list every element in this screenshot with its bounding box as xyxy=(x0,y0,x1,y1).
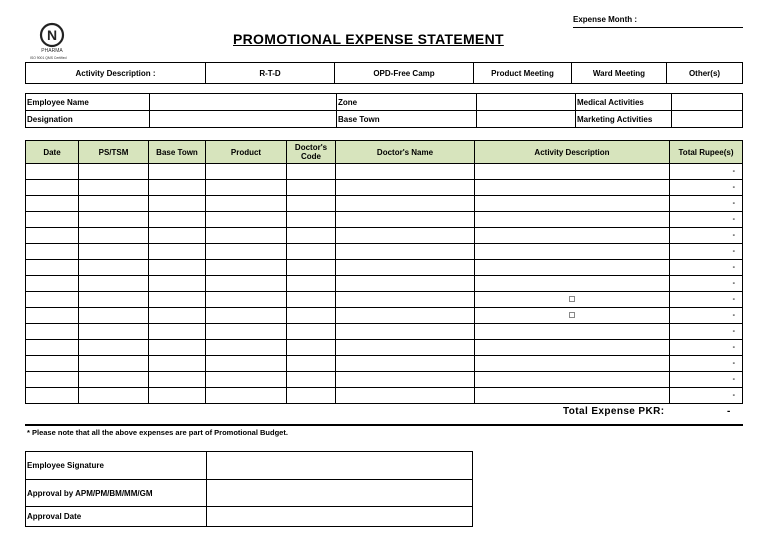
table-cell[interactable] xyxy=(149,356,206,372)
table-cell[interactable] xyxy=(287,388,336,404)
marketing-activities-label: Marketing Activities xyxy=(576,111,672,128)
table-cell[interactable] xyxy=(336,308,475,324)
activity-description-cell[interactable] xyxy=(475,164,670,180)
table-cell[interactable] xyxy=(287,244,336,260)
employee-name-field[interactable] xyxy=(150,94,337,111)
table-cell[interactable] xyxy=(336,180,475,196)
table-cell[interactable] xyxy=(336,356,475,372)
table-cell[interactable] xyxy=(79,388,149,404)
row-amount: - xyxy=(670,212,743,228)
expense-table-header xyxy=(26,141,743,164)
table-cell[interactable] xyxy=(149,228,206,244)
table-cell[interactable] xyxy=(26,164,79,180)
table-cell[interactable] xyxy=(79,260,149,276)
table-cell[interactable] xyxy=(206,324,287,340)
activity-option-product-meeting[interactable]: Product Meeting xyxy=(474,63,572,84)
table-cell[interactable] xyxy=(149,196,206,212)
table-cell[interactable] xyxy=(336,228,475,244)
table-cell[interactable] xyxy=(206,292,287,308)
table-cell[interactable] xyxy=(79,196,149,212)
col-doctor-code: Doctor's Code xyxy=(287,141,336,164)
budget-note: * Please note that all the above expenses are part of Promotional Budget. xyxy=(27,428,288,437)
table-cell[interactable] xyxy=(287,180,336,196)
activity-description-cell[interactable] xyxy=(475,340,670,356)
table-cell[interactable] xyxy=(26,276,79,292)
table-cell[interactable] xyxy=(336,388,475,404)
row-amount: - xyxy=(670,164,743,180)
row-amount: - xyxy=(670,228,743,244)
table-cell[interactable] xyxy=(336,164,475,180)
table-cell[interactable] xyxy=(79,276,149,292)
table-cell[interactable] xyxy=(26,388,79,404)
approval-field[interactable] xyxy=(207,480,473,507)
signoff-table xyxy=(25,451,473,527)
table-cell[interactable] xyxy=(26,260,79,276)
row-amount: - xyxy=(670,244,743,260)
marketing-activities-field[interactable] xyxy=(672,111,743,128)
table-cell[interactable] xyxy=(287,372,336,388)
total-expense-label: Total Expense PKR: xyxy=(563,406,665,417)
designation-label: Designation xyxy=(26,111,150,128)
activity-type-table xyxy=(25,62,743,84)
zone-field[interactable] xyxy=(477,94,576,111)
table-cell[interactable] xyxy=(206,388,287,404)
table-cell[interactable] xyxy=(79,372,149,388)
col-activity-description: Activity Description xyxy=(475,141,670,164)
table-cell[interactable] xyxy=(336,292,475,308)
activity-option-rtd[interactable]: R-T-D xyxy=(206,63,335,84)
col-total-rupees: Total Rupee(s) xyxy=(670,141,743,164)
table-cell[interactable] xyxy=(336,212,475,228)
employee-signature-label: Employee Signature xyxy=(26,452,207,480)
table-cell[interactable] xyxy=(336,340,475,356)
table-row xyxy=(26,228,743,244)
table-cell[interactable] xyxy=(287,340,336,356)
table-cell[interactable] xyxy=(149,372,206,388)
table-cell[interactable] xyxy=(79,212,149,228)
table-cell[interactable] xyxy=(206,356,287,372)
row-amount: - xyxy=(670,356,743,372)
table-cell[interactable] xyxy=(26,356,79,372)
table-row xyxy=(26,340,743,356)
activity-description-cell[interactable] xyxy=(475,372,670,388)
activity-description-cell[interactable] xyxy=(475,180,670,196)
activity-description-cell[interactable] xyxy=(475,228,670,244)
page-title: PROMOTIONAL EXPENSE STATEMENT xyxy=(233,31,504,47)
table-cell[interactable] xyxy=(26,324,79,340)
row-amount: - xyxy=(670,180,743,196)
table-cell[interactable] xyxy=(26,340,79,356)
col-base-town: Base Town xyxy=(149,141,206,164)
table-cell[interactable] xyxy=(206,276,287,292)
checkbox[interactable] xyxy=(569,312,575,318)
activity-option-opd-free-camp[interactable]: OPD-Free Camp xyxy=(335,63,474,84)
expense-table xyxy=(25,140,743,404)
table-cell[interactable] xyxy=(206,308,287,324)
table-cell[interactable] xyxy=(149,388,206,404)
table-cell[interactable] xyxy=(79,340,149,356)
table-cell[interactable] xyxy=(26,372,79,388)
employee-info-table xyxy=(25,93,743,128)
table-cell[interactable] xyxy=(26,244,79,260)
table-cell[interactable] xyxy=(287,196,336,212)
base-town-field[interactable] xyxy=(477,111,576,128)
total-divider xyxy=(25,424,743,426)
table-cell[interactable] xyxy=(149,164,206,180)
row-amount: - xyxy=(670,196,743,212)
medical-activities-label: Medical Activities xyxy=(576,94,672,111)
approval-date-label: Approval Date xyxy=(26,507,207,527)
table-cell[interactable] xyxy=(206,228,287,244)
table-cell[interactable] xyxy=(149,244,206,260)
employee-name-label: Employee Name xyxy=(26,94,150,111)
row-amount: - xyxy=(670,260,743,276)
table-row xyxy=(26,212,743,228)
table-cell[interactable] xyxy=(287,212,336,228)
table-cell[interactable] xyxy=(149,340,206,356)
table-cell[interactable] xyxy=(26,228,79,244)
activity-description-cell[interactable] xyxy=(475,388,670,404)
table-cell[interactable] xyxy=(206,196,287,212)
row-amount: - xyxy=(670,292,743,308)
approval-label: Approval by APM/PM/BM/MM/GM xyxy=(26,480,207,507)
base-town-label: Base Town xyxy=(337,111,477,128)
logo-cert: ISO 9001 QMS Certified xyxy=(30,56,67,60)
table-cell[interactable] xyxy=(79,292,149,308)
activity-description-cell[interactable] xyxy=(475,292,670,308)
table-cell[interactable] xyxy=(149,260,206,276)
logo-brand: PHARMA xyxy=(41,48,63,54)
table-cell[interactable] xyxy=(206,180,287,196)
table-row xyxy=(26,388,743,404)
activity-description-cell[interactable] xyxy=(475,276,670,292)
table-cell[interactable] xyxy=(149,324,206,340)
activity-option-others[interactable]: Other(s) xyxy=(667,63,743,84)
table-row xyxy=(26,164,743,180)
table-cell[interactable] xyxy=(336,260,475,276)
employee-signature-field[interactable] xyxy=(207,452,473,480)
table-row xyxy=(26,356,743,372)
table-cell[interactable] xyxy=(79,228,149,244)
table-cell[interactable] xyxy=(287,276,336,292)
company-logo xyxy=(28,22,88,62)
activity-description-cell[interactable] xyxy=(475,212,670,228)
table-row xyxy=(26,244,743,260)
col-date: Date xyxy=(26,141,79,164)
table-cell[interactable] xyxy=(149,292,206,308)
table-cell[interactable] xyxy=(287,308,336,324)
table-cell[interactable] xyxy=(206,164,287,180)
table-cell[interactable] xyxy=(336,372,475,388)
table-cell[interactable] xyxy=(79,308,149,324)
table-cell[interactable] xyxy=(149,180,206,196)
table-row xyxy=(26,308,743,324)
table-cell[interactable] xyxy=(287,228,336,244)
table-cell[interactable] xyxy=(206,260,287,276)
table-cell[interactable] xyxy=(287,356,336,372)
table-cell[interactable] xyxy=(79,180,149,196)
checkbox[interactable] xyxy=(569,296,575,302)
expense-month-label: Expense Month : xyxy=(573,15,638,24)
table-cell[interactable] xyxy=(26,180,79,196)
row-amount: - xyxy=(670,324,743,340)
table-cell[interactable] xyxy=(206,372,287,388)
table-row xyxy=(26,292,743,308)
row-amount: - xyxy=(670,276,743,292)
table-row xyxy=(26,196,743,212)
row-amount: - xyxy=(670,308,743,324)
table-cell[interactable] xyxy=(206,212,287,228)
table-cell[interactable] xyxy=(79,164,149,180)
activity-description-label: Activity Description : xyxy=(26,63,206,84)
table-row xyxy=(26,324,743,340)
table-cell[interactable] xyxy=(26,212,79,228)
medical-activities-field[interactable] xyxy=(672,94,743,111)
table-cell[interactable] xyxy=(287,324,336,340)
table-cell[interactable] xyxy=(206,340,287,356)
table-cell[interactable] xyxy=(79,356,149,372)
table-cell[interactable] xyxy=(79,324,149,340)
table-cell[interactable] xyxy=(287,164,336,180)
activity-option-ward-meeting[interactable]: Ward Meeting xyxy=(572,63,667,84)
expense-month-field[interactable] xyxy=(573,27,743,28)
table-cell[interactable] xyxy=(206,244,287,260)
table-cell[interactable] xyxy=(336,244,475,260)
activity-description-cell[interactable] xyxy=(475,260,670,276)
table-row xyxy=(26,180,743,196)
table-row xyxy=(26,372,743,388)
col-ps-tsm: PS/TSM xyxy=(79,141,149,164)
table-cell[interactable] xyxy=(149,308,206,324)
total-expense-value: - xyxy=(727,406,731,417)
table-row xyxy=(26,276,743,292)
row-amount: - xyxy=(670,388,743,404)
activity-description-cell[interactable] xyxy=(475,324,670,340)
row-amount: - xyxy=(670,340,743,356)
table-cell[interactable] xyxy=(149,212,206,228)
approval-date-field[interactable] xyxy=(207,507,473,527)
activity-description-cell[interactable] xyxy=(475,196,670,212)
zone-label: Zone xyxy=(337,94,477,111)
table-cell[interactable] xyxy=(79,244,149,260)
activity-description-cell[interactable] xyxy=(475,244,670,260)
table-cell[interactable] xyxy=(336,196,475,212)
activity-description-cell[interactable] xyxy=(475,308,670,324)
table-cell[interactable] xyxy=(26,292,79,308)
table-cell[interactable] xyxy=(287,292,336,308)
table-cell[interactable] xyxy=(287,260,336,276)
table-cell[interactable] xyxy=(336,276,475,292)
table-cell[interactable] xyxy=(26,196,79,212)
col-doctor-name: Doctor's Name xyxy=(336,141,475,164)
designation-field[interactable] xyxy=(150,111,337,128)
row-amount: - xyxy=(670,372,743,388)
activity-description-cell[interactable] xyxy=(475,356,670,372)
table-row xyxy=(26,260,743,276)
logo-letter: N xyxy=(46,27,58,43)
table-cell[interactable] xyxy=(26,308,79,324)
col-product: Product xyxy=(206,141,287,164)
table-cell[interactable] xyxy=(336,324,475,340)
table-cell[interactable] xyxy=(149,276,206,292)
